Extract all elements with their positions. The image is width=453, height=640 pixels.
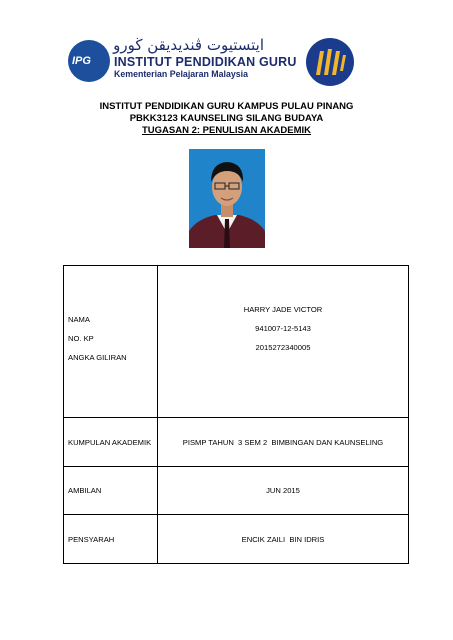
personal-values-cell [158,266,409,418]
label-pensyarah: PENSYARAH [64,515,158,564]
label-angka-giliran: ANGKA GILIRAN [68,353,127,362]
title-assignment: TUGASAN 2: PENULISAN AKADEMIK [141,125,312,136]
ipg-jawi-text: ايتستيوت ڤنديديقن ڬورو [113,36,264,54]
personal-labels-cell [64,266,158,418]
title-course: PBKK3123 KAUNSELING SILANG BUDAYA [129,113,324,124]
value-angka-giliran: 2015272340005 [255,343,311,352]
value-nama: HARRY JADE VICTOR [243,305,323,314]
label-ambilan: AMBILAN [64,467,158,515]
table-row [64,515,409,564]
title-institute: INSTITUT PENDIDIKAN GURU KAMPUS PULAU PINANG [99,101,354,112]
table-row [64,418,409,467]
student-photo [189,149,265,248]
label-kumpulan-akademik: KUMPULAN AKADEMIK [64,418,158,467]
value-kumpulan-akademik: PISMP TAHUN 3 SEM 2 BIMBINGAN DAN KAUNSELING [158,418,409,467]
info-table [63,265,409,564]
ipg-ring-text: IPG [72,55,91,67]
table-row [64,467,409,515]
label-no-kp: NO. KP [68,334,94,343]
ipg-logo [68,36,297,86]
table-row [64,266,409,418]
ipg-subtitle: Kementerian Pelajaran Malaysia [114,69,248,79]
value-pensyarah: ENCIK ZAILI BIN IDRIS [158,515,409,564]
value-no-kp: 941007-12-5143 [255,324,311,333]
label-nama: NAMA [68,315,90,324]
value-ambilan: JUN 2015 [158,467,409,515]
ipg-name: INSTITUT PENDIDIKAN GURU [114,55,297,69]
kpm-emblem-icon [303,37,357,87]
